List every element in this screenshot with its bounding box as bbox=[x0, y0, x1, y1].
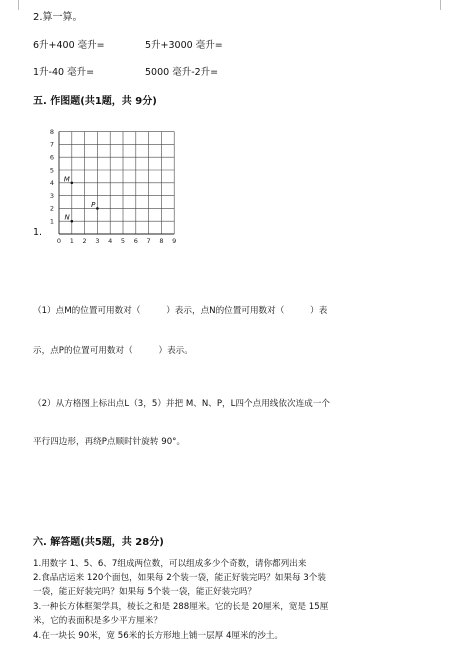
calc-item-3: 1升-40 毫升= bbox=[33, 67, 95, 78]
item-number: 1. bbox=[33, 227, 43, 238]
question-2-line-2: 平行四边形，再绕P点顺时针旋转 90°。 bbox=[33, 437, 186, 447]
x-tick-label: 2 bbox=[82, 237, 87, 245]
section-6-title: 六. 解答题(共5题，共 28分) bbox=[33, 537, 164, 548]
section-2-title: 2.算一算。 bbox=[33, 12, 83, 23]
calc-item-2: 5升+3000 毫升= bbox=[145, 40, 223, 51]
corner-mark-top-left bbox=[4, 0, 19, 10]
corner-mark-top-right bbox=[440, 0, 455, 10]
coordinate-grid bbox=[45, 120, 205, 250]
question-1-line-2: 示，点P的位置可用数对（ ）表示。 bbox=[33, 346, 193, 356]
y-tick-label: 3 bbox=[49, 191, 54, 200]
section-5-title: 五. 作图题(共1题，共 9分) bbox=[33, 96, 157, 107]
point-n-dot bbox=[71, 220, 74, 223]
point-m-label: M bbox=[63, 175, 70, 184]
word-problem-line-5: 米，它的表面积是多少平方厘米？ bbox=[33, 616, 162, 626]
word-problem-line-4: 3.一种长方体框架学具，棱长之和是 288厘米。它的长是 20厘米，宽是 15厘 bbox=[33, 602, 329, 612]
word-problem-line-6: 4.在一块长 90米，宽 56米的长方形地上铺一层厚 4厘米的沙土。 bbox=[33, 631, 283, 641]
calc-item-4: 5000 毫升-2升= bbox=[145, 67, 219, 78]
word-problem-line-1: 1.用数字 1、5、6、7组成两位数，可以组成多少个奇数，请你都列出来 bbox=[33, 559, 307, 569]
y-tick-label: 6 bbox=[49, 153, 54, 162]
word-problem-line-3: 一袋，能正好装完吗？如果每 5个装一袋，能正好装完吗？ bbox=[33, 587, 257, 597]
y-tick-label: 1 bbox=[49, 217, 54, 226]
x-tick-label: 6 bbox=[133, 237, 138, 245]
x-tick-label: 1 bbox=[69, 237, 74, 245]
x-tick-label: 7 bbox=[146, 237, 151, 245]
y-tick-label: 7 bbox=[49, 140, 54, 149]
point-m-dot bbox=[71, 182, 74, 185]
point-n-label: N bbox=[64, 213, 70, 222]
x-tick-label: 0 bbox=[56, 237, 62, 245]
word-problem-line-2: 2.食品店运来 120个面包，如果每 2个装一袋，能正好装完吗？如果每 3个装 bbox=[33, 573, 326, 583]
question-2-line-1: （2）从方格图上标出点L（3，5）并把 M、N、P，L四个点用线依次连成一个 bbox=[33, 399, 330, 409]
x-tick-label: 9 bbox=[172, 237, 177, 245]
calc-item-1: 6升+400 毫升= bbox=[33, 40, 105, 51]
question-1-line-1: （1）点M的位置可用数对（ ）表示，点N的位置可用数对（ ）表 bbox=[33, 306, 328, 316]
x-tick-label: 8 bbox=[159, 237, 164, 245]
x-tick-label: 5 bbox=[120, 237, 126, 245]
x-tick-label: 4 bbox=[108, 237, 113, 245]
y-tick-label: 5 bbox=[49, 166, 54, 175]
y-tick-label: 2 bbox=[49, 204, 54, 213]
y-tick-label: 8 bbox=[49, 127, 54, 136]
point-p-dot bbox=[96, 207, 99, 210]
y-tick-label: 4 bbox=[49, 179, 54, 188]
point-p-label: P bbox=[91, 200, 96, 209]
x-tick-label: 3 bbox=[95, 237, 100, 245]
